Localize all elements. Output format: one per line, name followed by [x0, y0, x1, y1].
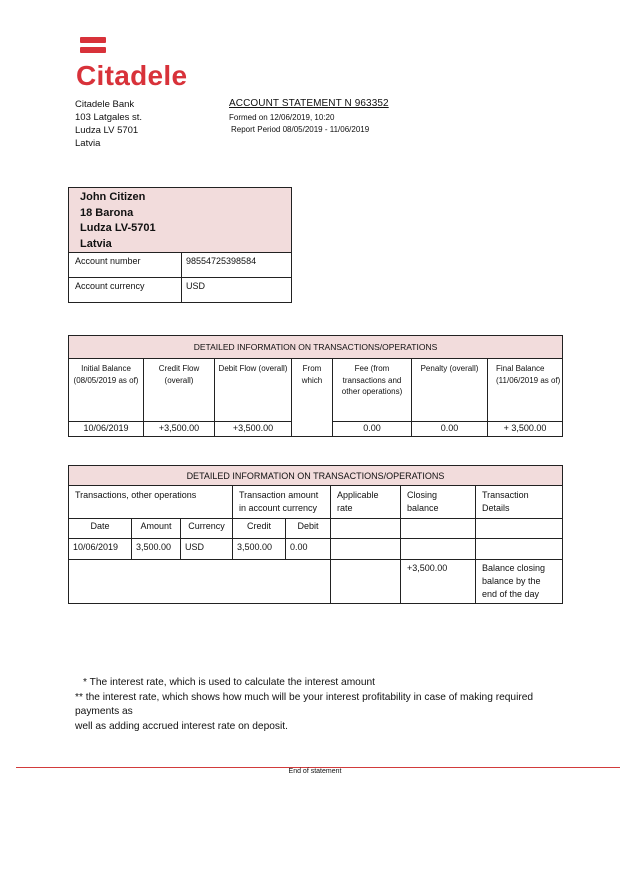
row-credit: 3,500.00	[233, 539, 286, 560]
account-number-label: Account number	[69, 253, 182, 278]
empty-cell	[401, 519, 476, 539]
header-from-which: From which	[292, 359, 333, 437]
bank-address-line: Latvia	[75, 138, 101, 149]
logo-bar-top	[80, 37, 106, 43]
header-credit-flow: Credit Flow (overall)	[144, 359, 215, 422]
value-fee: 0.00	[333, 422, 412, 437]
detail-table	[68, 465, 563, 604]
citadele-logo-text: Citadele	[76, 60, 188, 91]
closing-row	[69, 560, 563, 604]
header-final-balance: Final Balance (11/06/2019 as of)	[488, 359, 563, 422]
table-row	[69, 539, 563, 560]
value-debit-flow: +3,500.00	[215, 422, 292, 437]
closing-details: Balance closing balance by the end of the day	[476, 560, 563, 604]
header-penalty: Penalty (overall)	[412, 359, 488, 422]
header-transaction-amount: Transaction amount in account currency	[233, 486, 331, 519]
subheader-credit: Credit	[233, 519, 286, 539]
formed-on: Formed on 12/06/2019, 10:20	[229, 113, 335, 122]
empty-cell	[401, 539, 476, 560]
client-address-cell	[69, 188, 292, 253]
subheader-currency: Currency	[181, 519, 233, 539]
client-name: John Citizen	[80, 191, 146, 203]
client-city: Ludza LV-5701	[80, 222, 156, 234]
bank-address-line: 103 Latgales st.	[75, 112, 143, 123]
client-info-table	[68, 187, 292, 303]
empty-cell	[331, 539, 401, 560]
account-currency-value: USD	[182, 278, 292, 303]
statement-meta	[229, 112, 369, 136]
statement-title: ACCOUNT STATEMENT N 963352	[229, 98, 389, 109]
subheader-date: Date	[69, 519, 132, 539]
empty-cell	[476, 519, 563, 539]
logo-bar-bottom	[80, 47, 106, 53]
header-closing-balance: Closing balance	[401, 486, 476, 519]
value-penalty: 0.00	[412, 422, 488, 437]
footnotes	[75, 676, 545, 734]
closing-balance-value: +3,500.00	[401, 560, 476, 604]
row-currency: USD	[181, 539, 233, 560]
empty-cell	[331, 560, 401, 604]
client-country: Latvia	[80, 237, 112, 250]
subheader-amount: Amount	[132, 519, 181, 539]
value-final-balance: + 3,500.00	[488, 422, 563, 437]
subheader-debit: Debit	[286, 519, 331, 539]
value-credit-flow: +3,500.00	[144, 422, 215, 437]
bank-address-line: Citadele Bank	[75, 99, 135, 110]
header-transactions: Transactions, other operations	[69, 486, 233, 519]
row-debit: 0.00	[286, 539, 331, 560]
client-street: 18 Barona	[80, 206, 134, 219]
header-initial-balance: Initial Balance (08/05/2019 as of)	[69, 359, 144, 422]
value-initial-balance: 10/06/2019	[69, 422, 144, 437]
citadele-logo-mark	[80, 37, 106, 57]
account-currency-label: Account currency	[69, 278, 182, 303]
end-of-statement: End of statement	[288, 768, 342, 775]
header-transaction-details: Transaction Details	[476, 486, 563, 519]
empty-cell	[331, 519, 401, 539]
footnote-3: well as adding accrued interest rate on deposit.	[75, 720, 288, 732]
header-fee: Fee (from transactions and other operations)	[333, 359, 412, 422]
summary-table	[68, 335, 563, 437]
account-number-value: 98554725398584	[182, 253, 292, 278]
summary-table-title: DETAILED INFORMATION ON TRANSACTIONS/OPERATIONS	[69, 336, 563, 359]
header-applicable-rate: Applicable rate	[331, 486, 401, 519]
empty-cell	[69, 560, 331, 604]
bank-address-line: Ludza LV 5701	[75, 125, 139, 136]
footnote-2: ** the interest rate, which shows how much will be your interest profitability in case of making required payments as	[75, 691, 534, 717]
report-period: Report Period 08/05/2019 - 11/06/2019	[231, 125, 370, 134]
row-amount: 3,500.00	[132, 539, 181, 560]
footnote-1: * The interest rate, which is used to calculate the interest amount	[83, 677, 376, 688]
bank-address	[75, 98, 142, 150]
header-debit-flow: Debit Flow (overall)	[215, 359, 292, 422]
empty-cell	[476, 539, 563, 560]
detail-table-title: DETAILED INFORMATION ON TRANSACTIONS/OPERATIONS	[69, 466, 563, 486]
row-date: 10/06/2019	[69, 539, 132, 560]
